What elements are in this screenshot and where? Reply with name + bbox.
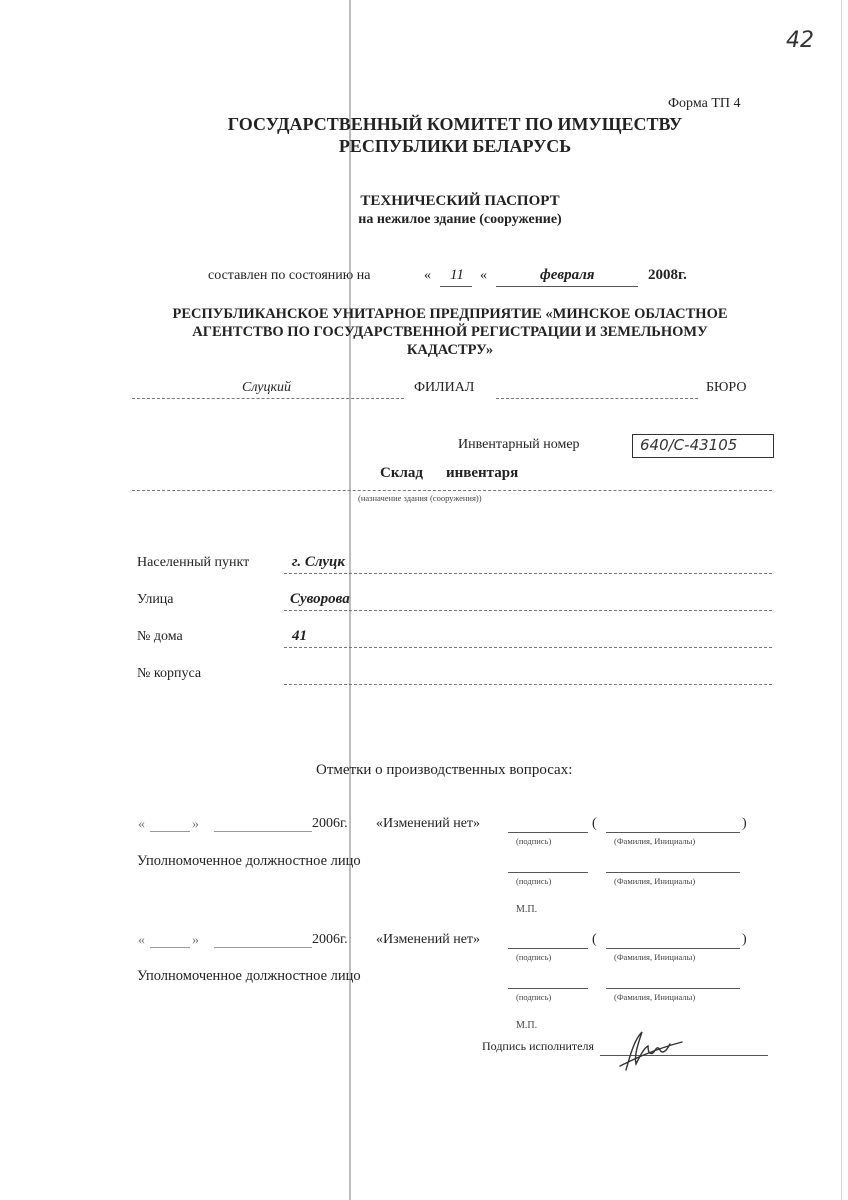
- entry-1-signature-line: [508, 832, 588, 833]
- building-label: № корпуса: [137, 666, 202, 681]
- settlement-value: г. Слуцк: [292, 554, 345, 570]
- entry-1-status: «Изменений нет»: [376, 816, 481, 831]
- entry-2-signature-caption-2: (подпись): [516, 992, 552, 1002]
- entry-1-close-quote: »: [192, 817, 199, 832]
- bureau-label: БЮРО: [706, 380, 747, 395]
- entry-1-signature-line-2: [508, 872, 588, 873]
- street-line: [284, 610, 772, 611]
- form-label: Форма ТП 4: [668, 96, 741, 111]
- enterprise-line3: КАДАСТРУ»: [406, 342, 494, 358]
- entry-1-official-label: Уполномоченное должностное лицо: [137, 853, 361, 869]
- house-value: 41: [292, 628, 307, 644]
- house-line: [284, 647, 772, 648]
- filial-line: [496, 398, 698, 399]
- entry-2-name-line: [606, 948, 740, 949]
- entry-1-stamp: М.П.: [516, 904, 538, 915]
- purpose-caption: (назначение здания (сооружения)): [358, 493, 482, 503]
- date-month: февраля: [540, 267, 595, 283]
- entry-1-name-line: [606, 832, 740, 833]
- entry-2-name-caption-2: (Фамилия, Инициалы): [614, 992, 696, 1002]
- street-label: Улица: [137, 592, 174, 607]
- entry-2-stamp: М.П.: [516, 1020, 538, 1031]
- committee-title-line2: РЕСПУБЛИКИ БЕЛАРУСЬ: [338, 136, 572, 156]
- branch-name-line: [132, 398, 404, 399]
- entry-2-year: 2006г.: [312, 932, 348, 947]
- committee-title-line1: ГОСУДАРСТВЕННЫЙ КОМИТЕТ ПО ИМУЩЕСТВУ: [227, 114, 683, 134]
- entry-2-signature-line-2: [508, 988, 588, 989]
- entry-1-open-paren: (: [592, 816, 597, 831]
- settlement-line: [284, 573, 772, 574]
- enterprise-line2: АГЕНТСТВО ПО ГОСУДАРСТВЕННОЙ РЕГИСТРАЦИИ И ЗЕМЕЛЬНОМУ: [192, 324, 708, 340]
- building-line: [284, 684, 772, 685]
- entry-1-signature-caption-2: (подпись): [516, 876, 552, 886]
- entry-2-signature-caption: (подпись): [516, 952, 552, 962]
- entry-1-open-quote: «: [138, 817, 145, 832]
- date-close-quote: «: [480, 268, 487, 283]
- settlement-label: Населенный пункт: [137, 555, 250, 570]
- document-title: ТЕХНИЧЕСКИЙ ПАСПОРТ: [360, 193, 560, 209]
- executor-label: Подпись исполнителя: [482, 1039, 594, 1053]
- page-number: 42: [786, 28, 814, 53]
- street-value: Суворова: [290, 591, 350, 607]
- entry-2-official-label: Уполномоченное должностное лицо: [137, 968, 361, 984]
- entry-2-close-quote: »: [192, 933, 199, 948]
- entry-2-name-line-2: [606, 988, 740, 989]
- purpose-word1: Склад: [380, 465, 423, 481]
- date-open-quote: «: [424, 268, 431, 283]
- purpose-word2: инвентаря: [446, 465, 519, 481]
- document-subtitle: на нежилое здание (сооружение): [358, 212, 562, 227]
- entry-2-name-caption: (Фамилия, Инициалы): [614, 952, 696, 962]
- date-month-line: [496, 286, 638, 287]
- date-row-label: составлен по состоянию на: [208, 268, 371, 283]
- entry-2-day-line: [150, 947, 190, 948]
- filial-label: ФИЛИАЛ: [414, 380, 475, 395]
- entry-1-name-line-2: [606, 872, 740, 873]
- entry-1-close-paren: ): [742, 816, 747, 831]
- inventory-label: Инвентарный номер: [458, 437, 580, 452]
- entry-1-day-line: [150, 831, 190, 832]
- entry-2-open-paren: (: [592, 932, 597, 947]
- branch-name: Слуцкий: [242, 380, 292, 395]
- purpose-line: [132, 490, 772, 491]
- entry-1-signature-caption: (подпись): [516, 836, 552, 846]
- enterprise-line1: РЕСПУБЛИКАНСКОЕ УНИТАРНОЕ ПРЕДПРИЯТИЕ «МИНСКОЕ ОБЛАСТНОЕ: [172, 306, 728, 322]
- date-day: 11: [450, 267, 464, 283]
- entry-2-close-paren: ): [742, 932, 747, 947]
- date-year: 2008г.: [648, 267, 687, 283]
- entry-2-month-line: [214, 947, 312, 948]
- entry-1-year: 2006г.: [312, 816, 348, 831]
- entry-2-status: «Изменений нет»: [376, 932, 481, 947]
- house-label: № дома: [137, 629, 183, 644]
- entry-1-name-caption-2: (Фамилия, Инициалы): [614, 876, 696, 886]
- entry-1-month-line: [214, 831, 312, 832]
- entry-2-open-quote: «: [138, 933, 145, 948]
- entry-1-name-caption: (Фамилия, Инициалы): [614, 836, 696, 846]
- notes-title: Отметки о производственных вопросах:: [316, 762, 573, 778]
- inventory-value: 640/С-43105: [640, 436, 738, 454]
- entry-2-signature-line: [508, 948, 588, 949]
- page-edge-shadow: [841, 0, 842, 1200]
- executor-signature-mark: [612, 1026, 692, 1072]
- date-day-line: [440, 286, 472, 287]
